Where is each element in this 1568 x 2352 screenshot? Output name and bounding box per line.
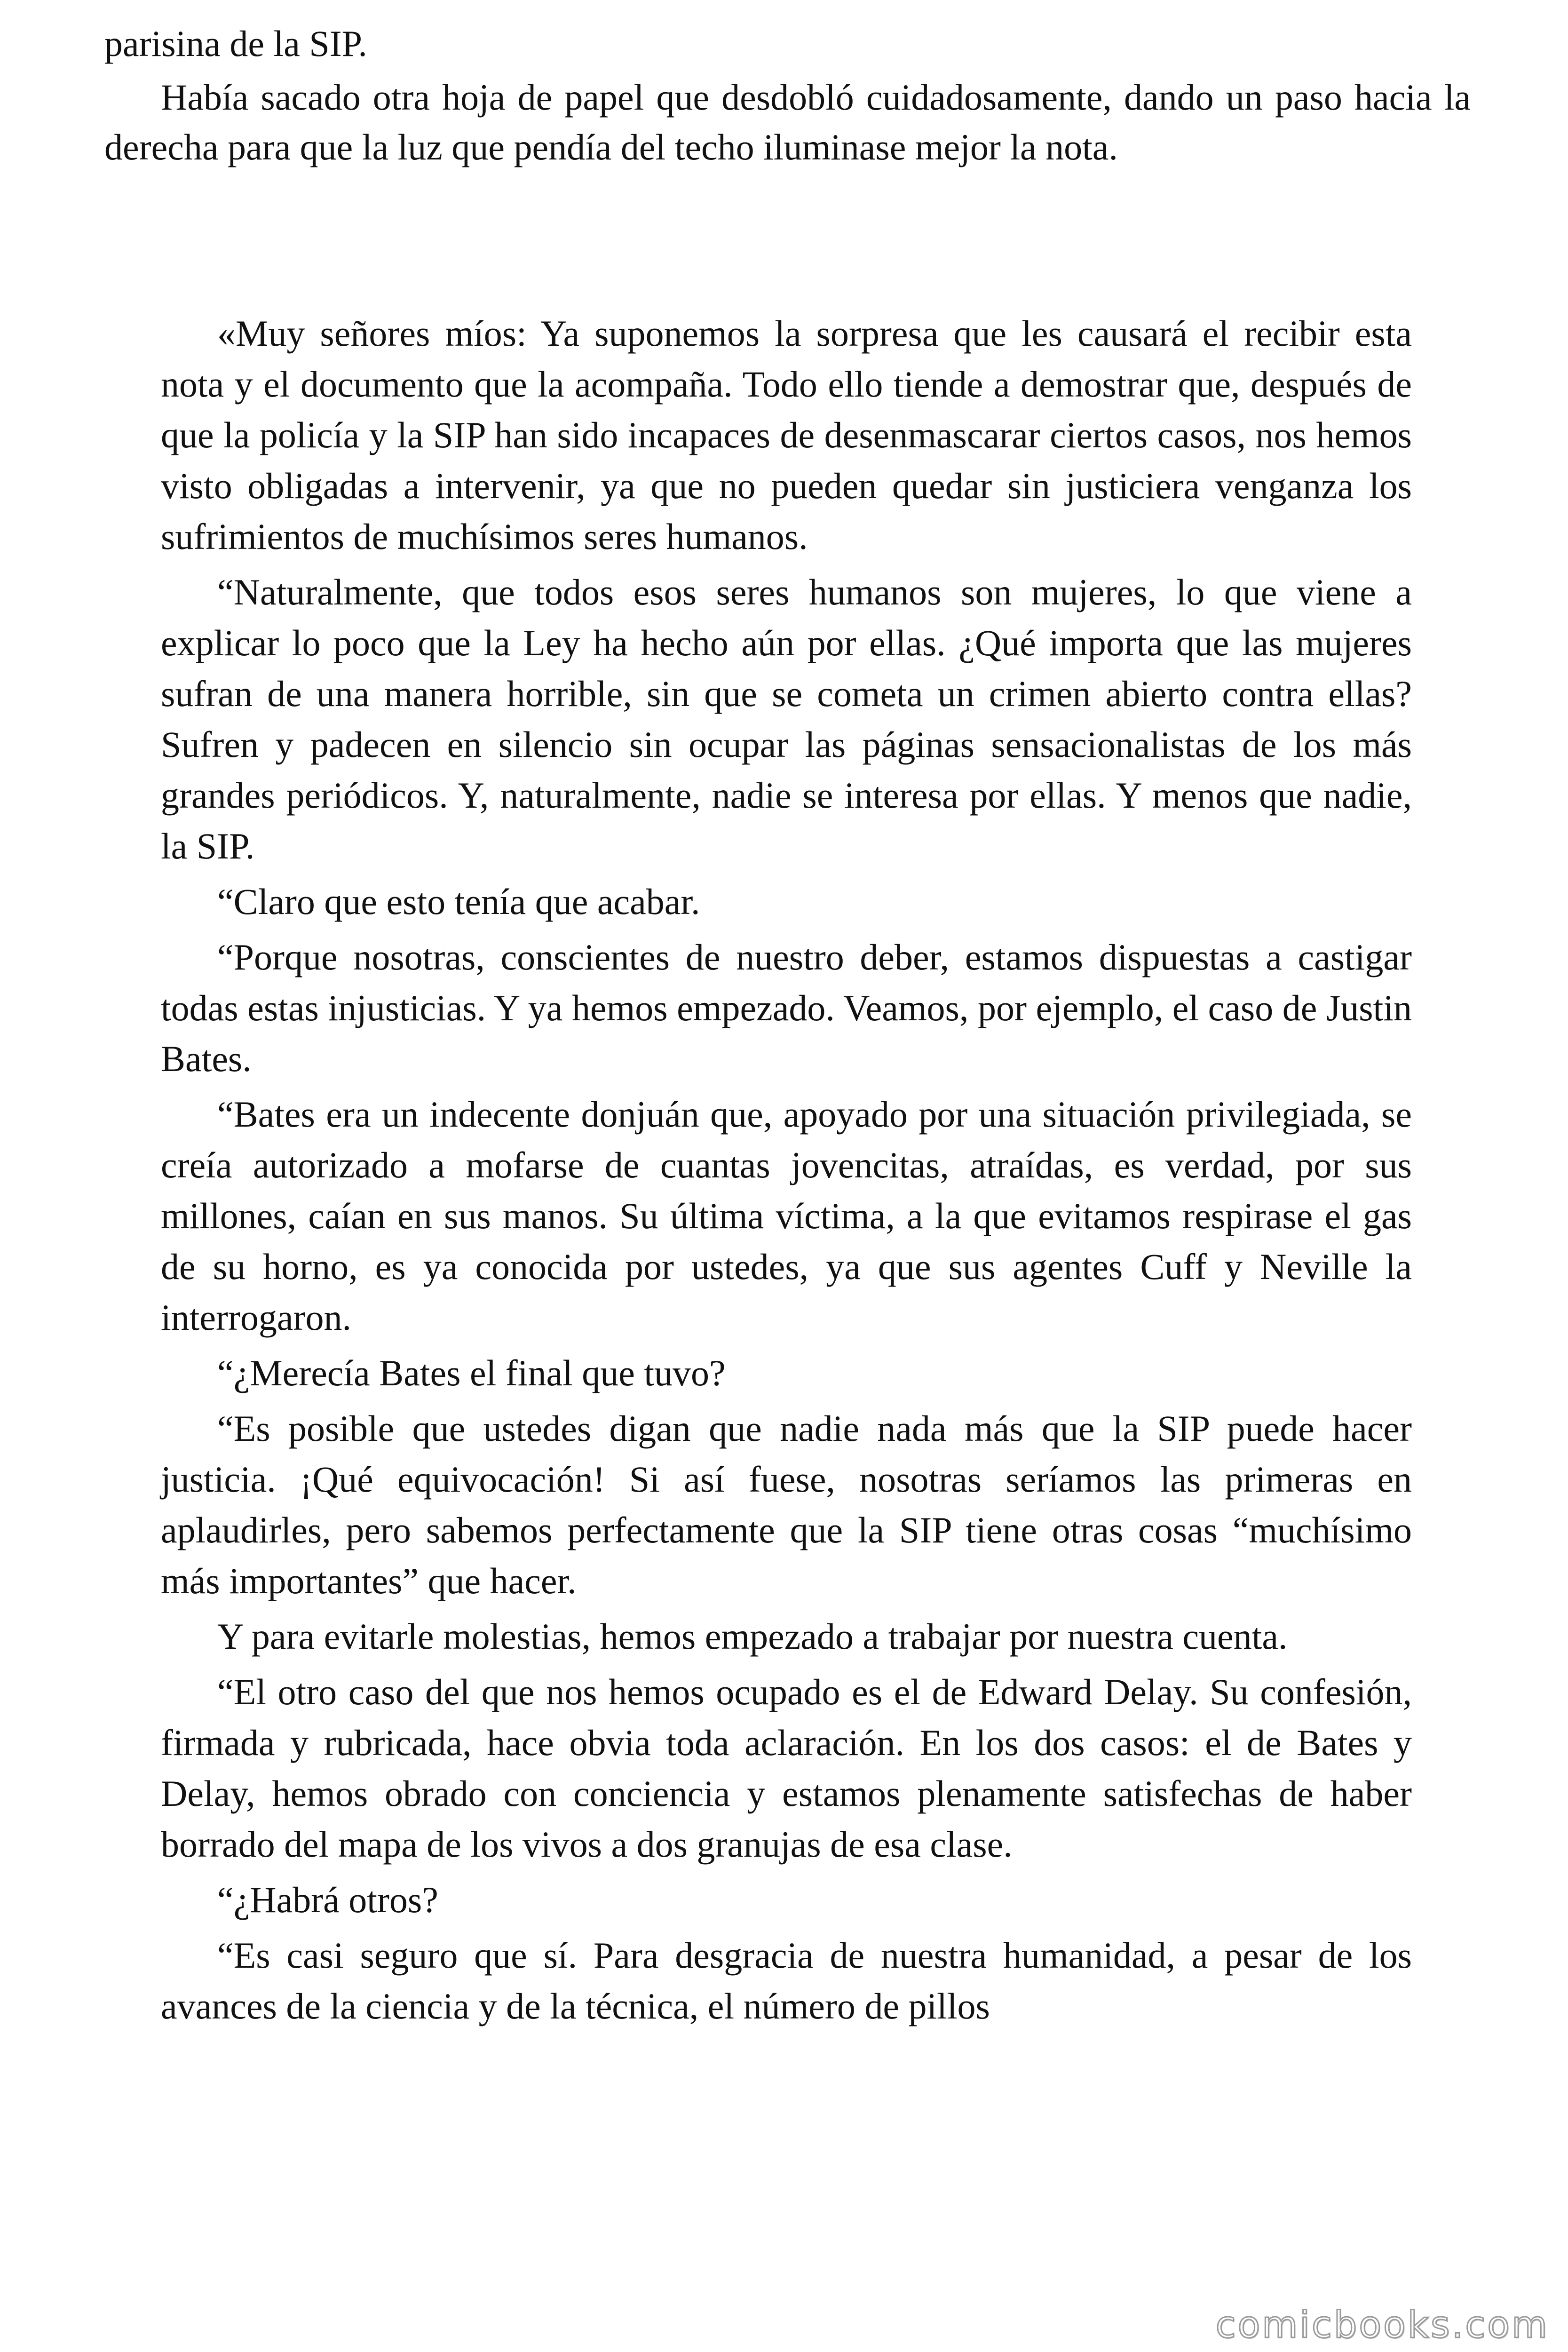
- paragraph: Había sacado otra hoja de papel que desdobló cuidadosamente, dando un paso hacia la derecha para que la luz que pendía del techo iluminase mejor la nota.: [104, 77, 1471, 167]
- quoted-letter: [161, 308, 1412, 2036]
- paragraph-continuation: parisina de la SIP.: [104, 23, 367, 64]
- letter-paragraph: “Bates era un indecente donjuán que, apoyado por una situación privilegiada, se creía autorizado a mofarse de cuantas jovencitas, atraídas, es verdad, por sus millones, caían en sus manos. Su última víctima, a la que evitamos respirase el gas de su horno, es ya conocida por ustedes, ya que sus agentes Cuff y Neville la interrogaron.: [161, 1094, 1412, 1338]
- letter-paragraph: “Es posible que ustedes digan que nadie nada más que la SIP puede hacer justicia. ¡Qué equivocación! Si así fuese, nosotras seríamos las primeras en aplaudirles, pero sabemos perfectamente que la SIP tiene otras cosas “muchísimo más importantes” que hacer.: [161, 1408, 1412, 1601]
- watermark: comicbooks.com: [1215, 2304, 1549, 2346]
- letter-paragraph: “¿Merecía Bates el final que tuvo?: [217, 1352, 726, 1393]
- intro-text: [104, 19, 1471, 176]
- letter-paragraph: “Claro que esto tenía que acabar.: [217, 881, 700, 922]
- letter-paragraph: «Muy señores míos: Ya suponemos la sorpresa que les causará el recibir esta nota y el documento que la acompaña. Todo ello tiende a demostrar que, después de que la policía y la SIP han sido incapaces de desenmascarar ciertos casos, nos hemos visto obligadas a intervenir, ya que no pueden quedar sin justiciera venganza los sufrimientos de muchísimos seres humanos.: [161, 313, 1412, 557]
- letter-paragraph: “Porque nosotras, conscientes de nuestro deber, estamos dispuestas a castigar todas estas injusticias. Y ya hemos empezado. Veamos, por ejemplo, el caso de Justin Bates.: [161, 937, 1412, 1079]
- letter-paragraph: “Naturalmente, que todos esos seres humanos son mujeres, lo que viene a explicar lo poco que la Ley ha hecho aún por ellas. ¿Qué importa que las mujeres sufran de una manera horrible, sin que se cometa un crimen abierto contra ellas? Sufren y padecen en silencio sin ocupar las páginas sensacionalistas de los más grandes periódicos. Y, naturalmente, nadie se interesa por ellas. Y menos que nadie, la SIP.: [161, 572, 1412, 866]
- letter-paragraph: “El otro caso del que nos hemos ocupado es el de Edward Delay. Su confesión, firmada y rubricada, hace obvia toda aclaración. En los dos casos: el de Bates y Delay, hemos obrado con conciencia y estamos plenamente satisfechas de haber borrado del mapa de los vivos a dos granujas de esa clase.: [161, 1671, 1412, 1865]
- letter-paragraph: “¿Habrá otros?: [217, 1879, 438, 1920]
- letter-paragraph: “Es casi seguro que sí. Para desgracia de nuestra humanidad, a pesar de los avances de la ciencia y de la técnica, el número de pillos: [161, 1935, 1412, 2026]
- letter-paragraph: Y para evitarle molestias, hemos empezado a trabajar por nuestra cuenta.: [217, 1616, 1288, 1657]
